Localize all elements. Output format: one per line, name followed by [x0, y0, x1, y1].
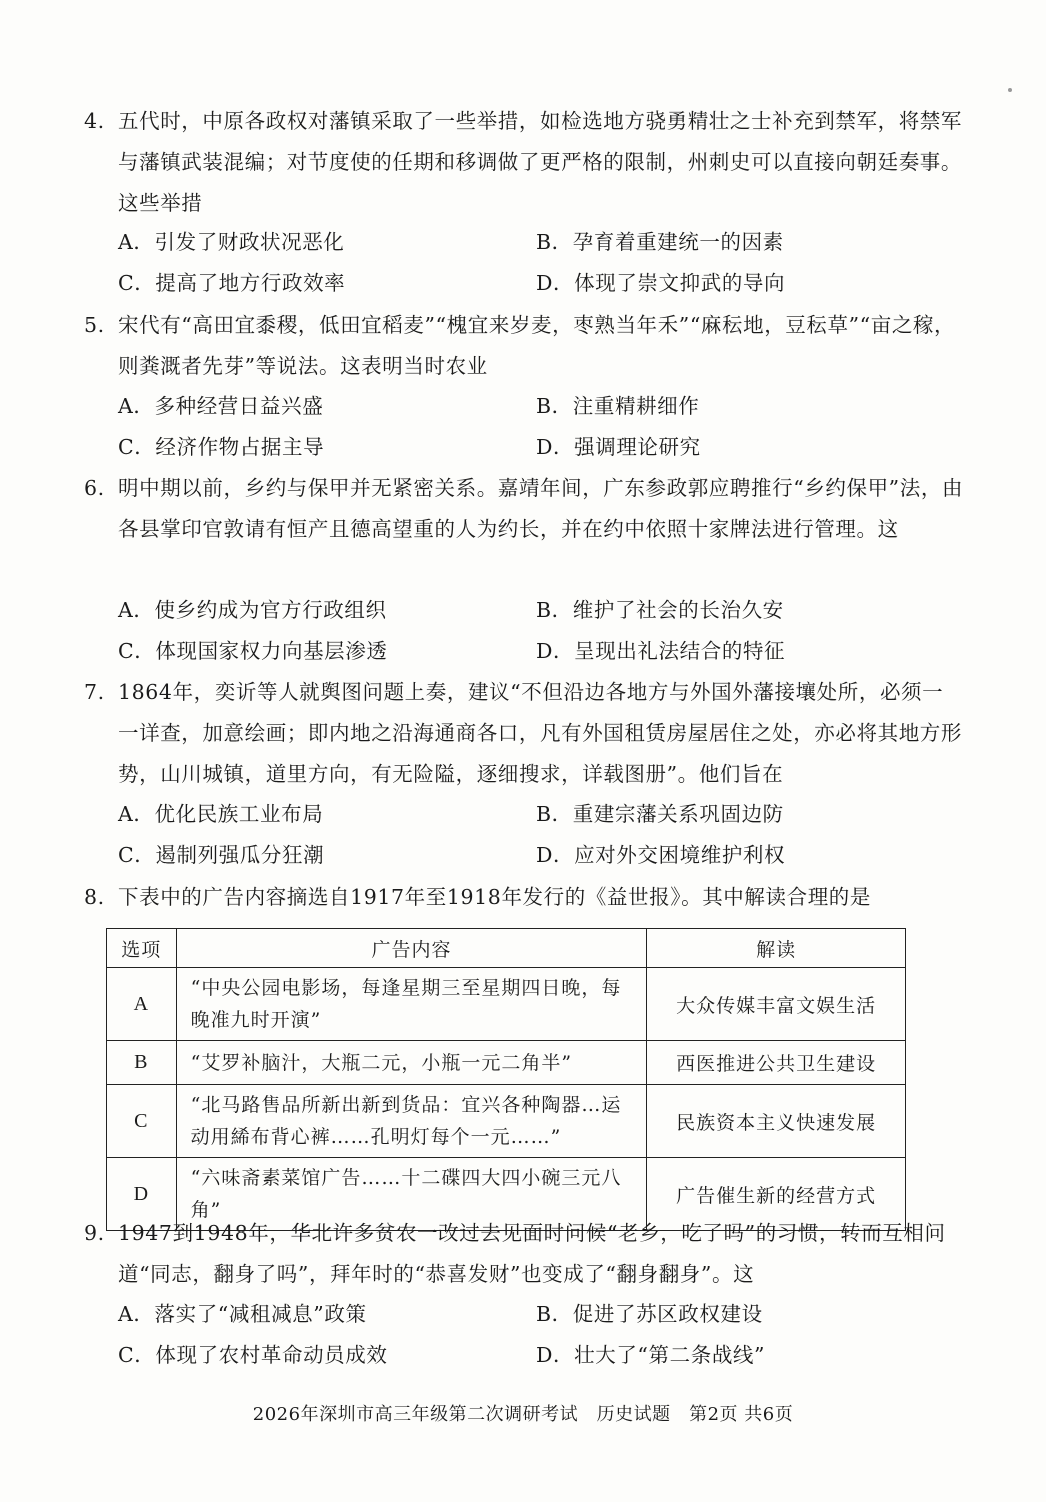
option-d[interactable]: D．呈现出礼法结合的特征 [536, 639, 786, 663]
table-header-row [107, 929, 906, 968]
option-a[interactable]: A．使乡约成为官方行政组织 [118, 598, 387, 622]
option-b[interactable]: B．维护了社会的长治久安 [536, 598, 784, 622]
options-7 [118, 794, 958, 876]
option-b[interactable]: B．孕育着重建统一的因素 [536, 230, 784, 254]
table-row [107, 968, 906, 1041]
option-c[interactable]: C．体现国家权力向基层渗透 [118, 639, 388, 663]
option-d[interactable]: D．应对外交困境维护利权 [536, 843, 786, 867]
option-b[interactable]: B．注重精耕细作 [536, 394, 700, 418]
question-number: 8. [84, 885, 105, 909]
header-content: 广告内容 [176, 929, 647, 968]
question-4 [84, 101, 964, 224]
question-stem: 1947到1948年，华北许多贫农一改过去见面时问候“老乡，吃了吗”的习惯，转而互相问道“同志，翻身了吗”，拜年时的“恭喜发财”也变成了“翻身翻身”。这 [118, 1221, 946, 1286]
row-option: A [107, 968, 177, 1041]
options-4 [118, 222, 958, 304]
row-interpretation: 广告催生新的经营方式 [647, 1158, 906, 1231]
row-option: C [107, 1085, 177, 1158]
question-5 [84, 305, 964, 387]
row-content: “六味斋素菜馆广告……十二碟四大四小碗三元八角” [176, 1158, 647, 1231]
option-d[interactable]: D．壮大了“第二条战线” [536, 1343, 766, 1367]
scan-speck [1008, 88, 1012, 92]
row-option: B [107, 1041, 177, 1085]
row-interpretation: 民族资本主义快速发展 [647, 1085, 906, 1158]
row-option: D [107, 1158, 177, 1231]
question-number: 4. [84, 109, 105, 133]
question-stem: 1864年，奕䜣等人就舆图问题上奏，建议“不但沿边各地方与外国外藩接壤处所，必须一一详查，加意绘画；即内地之沿海通商各口，凡有外国租赁房屋居住之处，亦必将其地方形势，山川城镇，道里方向，有无险隘，逐细搜求，详载图册”。他们旨在 [118, 680, 962, 786]
advertisement-table [106, 928, 906, 1231]
question-stem: 五代时，中原各政权对藩镇采取了一些举措，如检选地方骁勇精壮之士补充到禁军，将禁军与藩镇武装混编；对节度使的任期和移调做了更严格的限制，州刺史可以直接向朝廷奏事。这些举措 [118, 109, 962, 215]
option-b[interactable]: B．重建宗藩关系巩固边防 [536, 802, 784, 826]
row-interpretation: 大众传媒丰富文娱生活 [647, 968, 906, 1041]
options-9 [118, 1294, 958, 1376]
option-a[interactable]: A．多种经营日益兴盛 [118, 394, 324, 418]
option-a[interactable]: A．引发了财政状况恶化 [118, 230, 345, 254]
option-c[interactable]: C．提高了地方行政效率 [118, 271, 346, 295]
option-d[interactable]: D．体现了崇文抑武的导向 [536, 271, 786, 295]
question-number: 6. [84, 476, 105, 500]
question-6 [84, 468, 964, 550]
option-a[interactable]: A．优化民族工业布局 [118, 802, 324, 826]
table-row [107, 1041, 906, 1085]
options-6 [118, 590, 958, 672]
row-interpretation: 西医推进公共卫生建设 [647, 1041, 906, 1085]
question-stem: 宋代有“高田宜黍稷，低田宜稻麦”“槐宜来岁麦，枣熟当年禾”“麻秐地，豆秐草”“亩之稼，则粪溉者先芽”等说法。这表明当时农业 [118, 313, 956, 378]
question-stem: 下表中的广告内容摘选自1917年至1918年发行的《益世报》。其中解读合理的是 [118, 885, 871, 909]
option-a[interactable]: A．落实了“减租减息”政策 [118, 1302, 367, 1326]
row-content: “艾罗补脑汁，大瓶二元，小瓶一元二角半” [176, 1041, 647, 1085]
page-footer: 2026年深圳市高三年级第二次调研考试 历史试题 第2页 共6页 [252, 1404, 794, 1425]
question-8 [84, 877, 964, 918]
row-content: “北马路售品所新出新到货品：宜兴各种陶器…运动用絺布背心裤……孔明灯每个一元……” [176, 1085, 647, 1158]
option-c[interactable]: C．体现了农村革命动员成效 [118, 1343, 388, 1367]
option-d[interactable]: D．强调理论研究 [536, 435, 701, 459]
question-number: 7. [84, 680, 105, 704]
question-7 [84, 672, 964, 795]
header-option: 选项 [107, 929, 177, 968]
question-stem: 明中期以前，乡约与保甲并无紧密关系。嘉靖年间，广东参政郭应聘推行“乡约保甲”法，由各县掌印官敦请有恒产且德高望重的人为约长，并在约中依照十家牌法进行管理。这 [118, 476, 964, 541]
option-c[interactable]: C．遏制列强瓜分狂潮 [118, 843, 325, 867]
option-c[interactable]: C．经济作物占据主导 [118, 435, 325, 459]
question-number: 5. [84, 313, 105, 337]
options-5 [118, 386, 958, 468]
table-row [107, 1085, 906, 1158]
question-9 [84, 1213, 964, 1295]
option-b[interactable]: B．促进了苏区政权建设 [536, 1302, 763, 1326]
row-content: “中央公园电影场，每逢星期三至星期四日晚，每晚准九时开演” [176, 968, 647, 1041]
header-interpretation: 解读 [647, 929, 906, 968]
question-number: 9. [84, 1221, 105, 1245]
